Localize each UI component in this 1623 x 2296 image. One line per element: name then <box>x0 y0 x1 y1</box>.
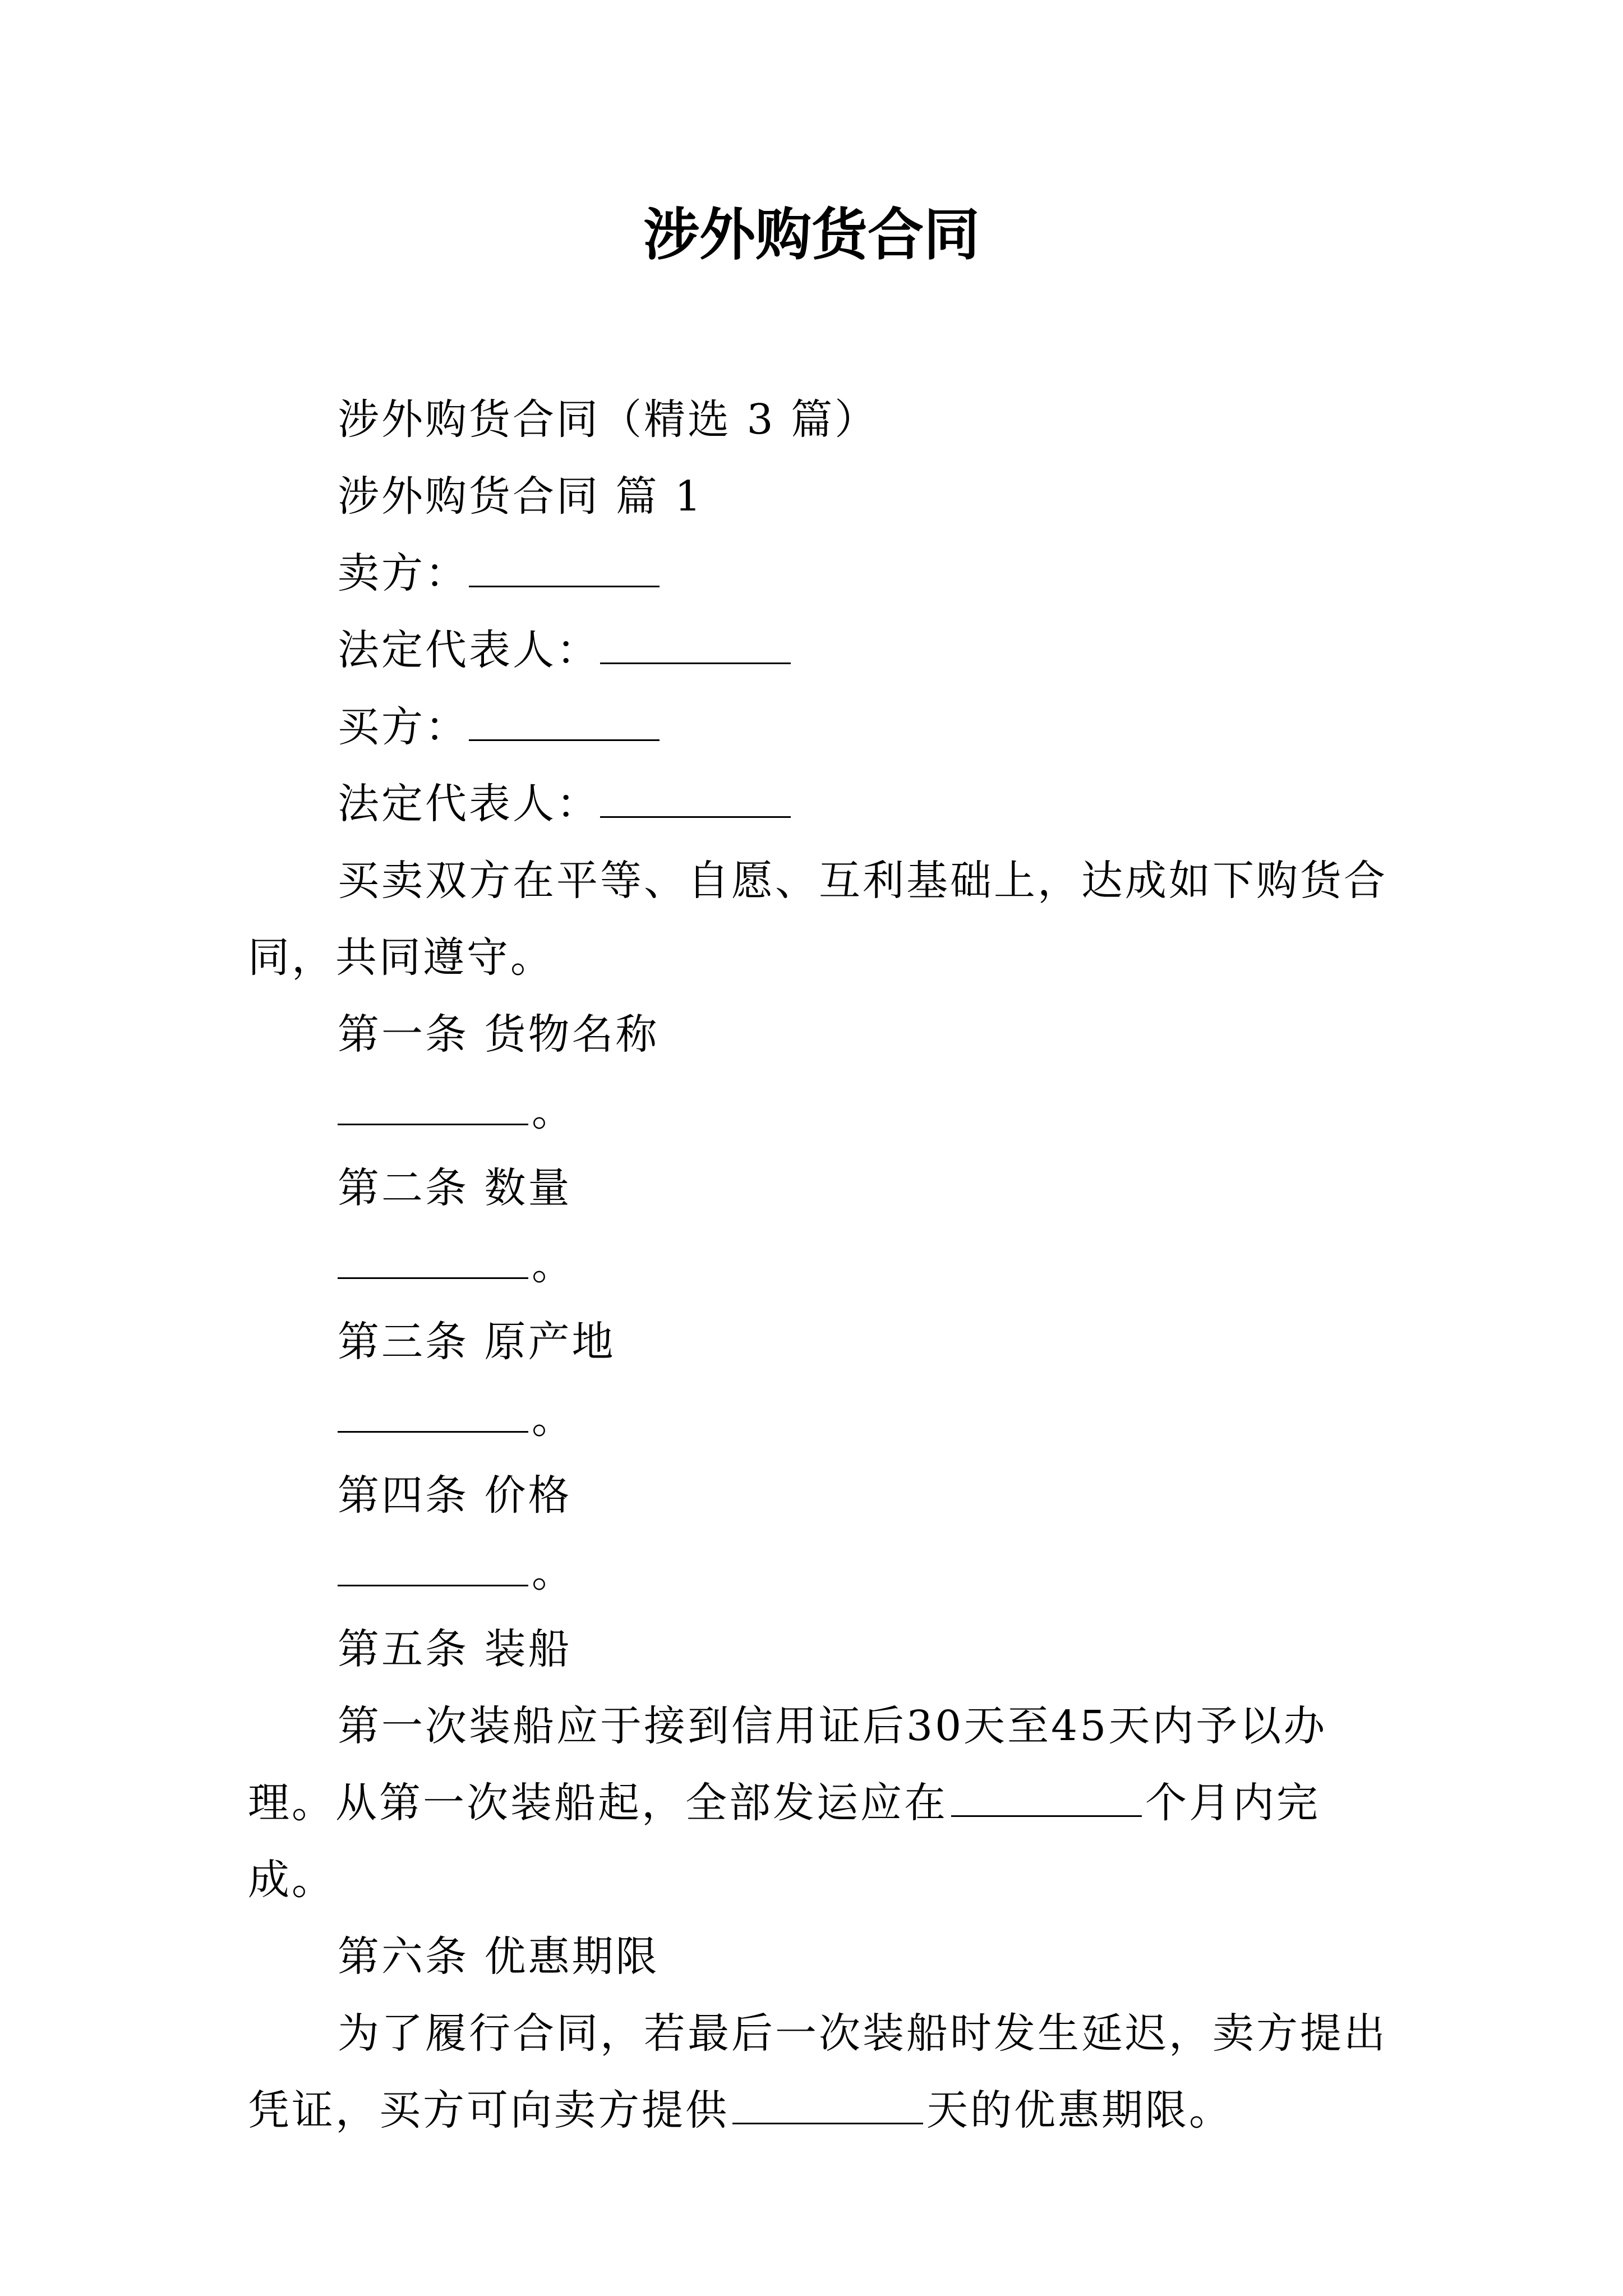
article-6-heading: 第六条 优惠期限 <box>338 1932 660 1981</box>
article-2-blank-line <box>248 1227 1389 1304</box>
buyer-blank <box>469 706 660 741</box>
article-1-blank-line <box>248 1073 1389 1150</box>
document-body <box>248 381 1389 2149</box>
article-5-heading: 第五条 装船 <box>338 1625 572 1673</box>
section-heading: 涉外购货合同 篇 1 <box>338 472 704 521</box>
buyer-label: 买方： <box>338 703 469 751</box>
preamble-paragraph: 买卖双方在平等、自愿、互利基础上，达成如下购货合同，共同遵守。 <box>248 857 1387 982</box>
article-5-text-b: 个月内完成。 <box>248 1779 1320 1904</box>
article-5-text-a: 第一次装船应于接到信用证后30天至45天内予以办理。从第一次装船起，全部发运应在 <box>248 1702 1327 1827</box>
article-3-end: 。 <box>532 1395 575 1443</box>
seller-rep-blank <box>600 629 791 664</box>
article-6-text-b: 天的优惠期限。 <box>926 2086 1233 2134</box>
article-2-end: 。 <box>532 1241 575 1289</box>
article-3-heading: 第三条 原产地 <box>338 1318 616 1366</box>
seller-rep-line <box>248 612 1389 689</box>
seller-line <box>248 535 1389 612</box>
buyer-line <box>248 689 1389 766</box>
seller-blank <box>469 552 660 587</box>
article-1-blank <box>338 1090 528 1125</box>
article-6-blank <box>732 2089 923 2124</box>
buyer-rep-label: 法定代表人： <box>338 780 600 828</box>
article-5-blank <box>951 1782 1142 1817</box>
document-subtitle: 涉外购货合同（精选 3 篇） <box>338 395 879 444</box>
article-1-end: 。 <box>532 1087 575 1135</box>
seller-label: 卖方： <box>338 549 469 597</box>
buyer-rep-line <box>248 766 1389 843</box>
seller-rep-label: 法定代表人： <box>338 626 600 674</box>
article-4-heading: 第四条 价格 <box>338 1471 572 1520</box>
article-4-end: 。 <box>532 1548 575 1596</box>
article-2-heading: 第二条 数量 <box>338 1164 572 1212</box>
article-5-paragraph <box>248 1688 1389 1918</box>
buyer-rep-blank <box>600 783 791 818</box>
article-3-blank-line <box>248 1381 1389 1457</box>
article-6-text-a: 为了履行合同，若最后一次装船时发生延迟，卖方提出凭证，买方可向卖方提供 <box>248 2009 1387 2134</box>
article-2-blank <box>338 1244 528 1279</box>
document-title: 涉外购货合同 <box>643 201 980 268</box>
article-3-blank <box>338 1397 528 1433</box>
article-4-blank-line <box>248 1534 1389 1611</box>
article-4-blank <box>338 1551 528 1586</box>
article-1-heading: 第一条 货物名称 <box>338 1010 660 1059</box>
article-6-paragraph <box>248 1995 1389 2149</box>
